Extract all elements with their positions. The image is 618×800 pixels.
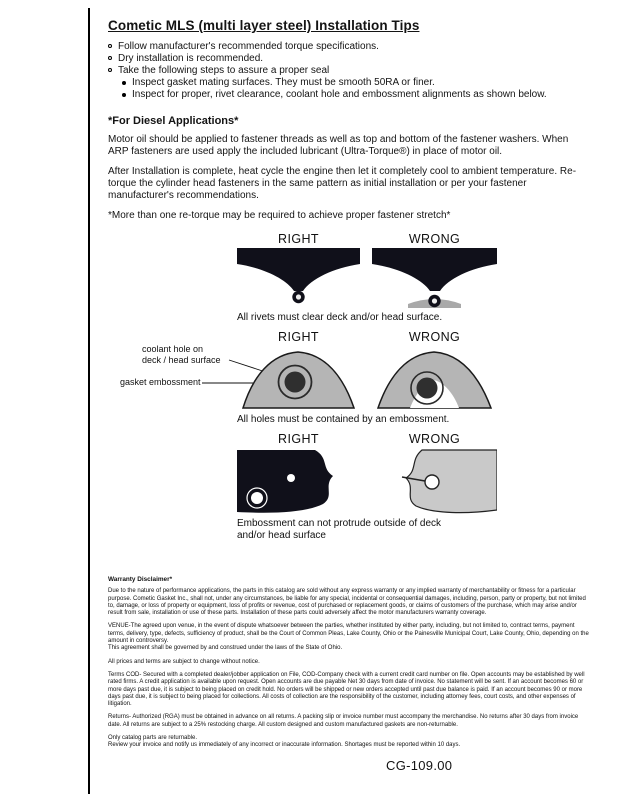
warranty-paragraph: Due to the nature of performance applications, the parts in this catalog are sold without any express warranty or any implied warranty of merchantability or fitness for a particular purpose. Cometic Gasket Inc., shall not, under any circumstances, be liable for any special, incidental or consequential damages, including, person, party or property, but not limited to, damage, or loss of property or equipment, loss of profits or revenue, cost of purchased or replacement goods, or claims of customers of the purchase, which may arise and/or result from sale, installation or use of these parts. Installation of these parts could adversely affect the motor manufacturers warranty coverage. [108, 588, 586, 617]
callout-text: deck / head surface [142, 355, 221, 365]
retorque-note: *More than one re-torque may be required to achieve proper fastener stretch* [108, 210, 451, 221]
figure-caption: All rivets must clear deck and/or head surface. [237, 312, 443, 323]
warranty-paragraph: Returns- Authorized (RGA) must be obtained in advance on all returns. A packing slip or invoice number must accompany the merchandise. No returns after 30 days from invoice date. All returns are subject to a 25% restocking charge. All custom designed and custom manufactured gaskets are non-returnable. [108, 714, 579, 728]
retorque-paragraph: After Installation is complete, heat cycle the engine then let it completely cool to ambient temperature. Re-torque the cylinder head fasteners in the same pattern as initial installation or per your fastener manufacturer's recommendations. [108, 166, 577, 201]
page-title: Cometic MLS (multi layer steel) Installation Tips [108, 18, 420, 33]
gasket-embossment-callout: gasket embossment [120, 377, 201, 387]
warranty-paragraph: Terms COD- Secured with a completed dealer/jobber application on File, COD-Company check with a current credit card number on file. Open accounts may be established by well rated firms. A credit application is available upon request. Open accounts are due payable Net 30 days from date of invoice. No statement will be sent. If an account becomes 60 or more days past due, it is subject to being placed on credit hold. No orders will be shipped or new orders accepted until past due balance is paid. If an account becomes 90 or more days past due, it is subject to being placed for collections. All costs of collection are the responsibility of the customer, including attorney fees, court costs, and other expenses of litigation. [108, 671, 585, 708]
figure-caption [237, 518, 441, 542]
rivet-clearance-right-figure [237, 248, 360, 308]
figure-caption: All holes must be contained by an embossment. [237, 414, 450, 425]
document-number: CG-109.00 [386, 758, 453, 773]
tip-text: Inspect gasket mating surfaces. They must be smooth 50RA or finer. [132, 77, 435, 88]
rivet-clearance-wrong-figure [372, 248, 497, 308]
wrong-label: WRONG [408, 232, 461, 246]
caption-line: Embossment can not protrude outside of deck [237, 518, 442, 529]
warranty-paragraph: Review your invoice and notify us immediately of any incorrect or inaccurate information. Shortages must be reported within 10 days. [108, 742, 461, 749]
tip-text: Take the following steps to assure a proper seal [118, 65, 330, 76]
coolant-hole-wrong-figure [372, 346, 497, 410]
coolant-hole-right-figure [237, 346, 360, 410]
warranty-paragraph: Only catalog parts are returnable. [108, 735, 198, 742]
warranty-paragraph: This agreement shall be governed by and construed under the laws of the State of Ohio. [108, 645, 343, 652]
tip-text: Dry installation is recommended. [118, 53, 264, 64]
embossment-wrong-figure [372, 448, 497, 514]
warranty-disclaimer-section [108, 576, 592, 756]
right-label: RIGHT [278, 232, 319, 246]
embossment-right-figure [237, 448, 360, 514]
warranty-heading: Warranty Disclaimer* [108, 576, 173, 583]
right-label: RIGHT [278, 330, 319, 344]
right-label: RIGHT [278, 432, 319, 446]
warranty-paragraph: VENUE-The agreed upon venue, in the event of dispute whatsoever between the parties, whether instituted by either party, including, but not limited to, contract terms, payment terms, delivery, type, defects, sufficiency of product, shall be the Court of Common Pleas, Lake County, Ohio or the Painesville Municipal Court, Lake County, Ohio, depending on the amount in controversy. [108, 623, 589, 645]
wrong-label: WRONG [408, 330, 461, 344]
wrong-label: WRONG [408, 432, 461, 446]
callout-text: coolant hole on [142, 344, 204, 354]
tip-text: Inspect for proper, rivet clearance, coolant hole and embossment alignments as shown below. [132, 89, 547, 100]
tip-text: Follow manufacturer's recommended torque specifications. [118, 41, 379, 52]
caption-line: and/or head surface [237, 530, 326, 541]
diesel-paragraph: Motor oil should be applied to fastener threads as well as top and bottom of the fastener washers. When ARP fasteners are used apply the included lubricant (Ultra-Torque®) in place of motor oil. [108, 134, 569, 157]
warranty-paragraph: All prices and terms are subject to change without notice. [108, 658, 260, 665]
diesel-applications-heading: *For Diesel Applications* [108, 115, 239, 127]
